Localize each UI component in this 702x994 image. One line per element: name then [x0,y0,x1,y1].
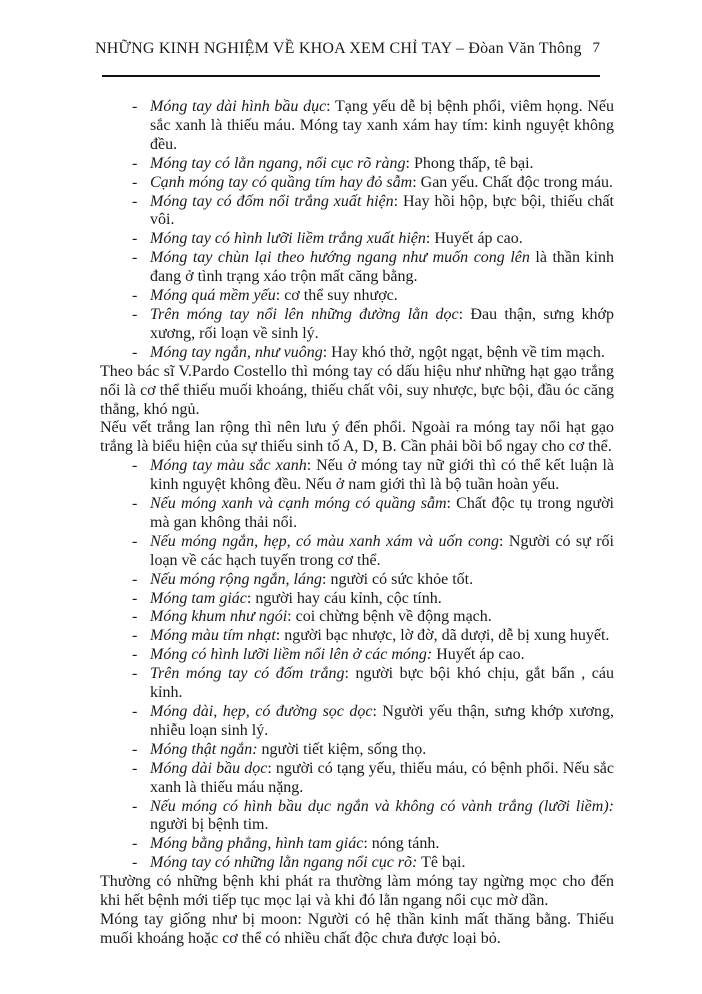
list-item-text: : Tạng yếu dễ bị bệnh phổi, viêm họng. Nếu sắc xanh là thiếu máu. Móng tay xanh xám hay tím: kinh nguyệt không đều. [150,98,614,153]
paragraph: Theo bác sĩ V.Pardo Costello thì móng tay có dấu hiệu như những hạt gạo trắng nổi là cơ thể thiếu muối khoáng, thiếu chất vôi, suy nhược, bực bội, đầu óc căng thẳng, khó ngủ. [100,362,614,418]
list-item-lead: Nếu móng ngắn, hẹp, có màu xanh xám và uốn cong [150,532,500,550]
list-item-lead: Móng thật ngắn: [150,740,258,758]
list-item-lead: Móng có hình lưỡi liềm nổi lên ở các móng: [150,646,433,664]
list-item-lead: Móng tay màu sắc xanh [150,457,307,475]
list-item-lead: Móng tam giác [150,589,247,607]
list-item [100,835,614,854]
list-item [100,193,614,231]
dash-bullet: - [132,854,138,872]
page-header [95,40,614,58]
dash-bullet: - [132,646,138,664]
list-item-text: : người có tạng yếu, thiếu máu, có bệnh phổi. Nếu sắc xanh là thiếu máu nặng. [150,759,615,796]
list-item [100,230,614,249]
list-item [100,344,614,363]
list-item [100,608,614,627]
dash-bullet: - [132,570,138,588]
dash-bullet: - [132,495,138,513]
dash-bullet: - [132,173,138,191]
list-item-text: : Hay khó thở, ngột ngạt, bệnh về tim mạch. [322,343,605,361]
list-item-text: : Hay hồi hộp, bực bội, thiếu chất vôi. [150,192,615,229]
dash-bullet: - [132,154,138,172]
list-item-lead: Móng màu tím nhạt [150,627,276,645]
paragraph: Nếu vết trắng lan rộng thì nên lưu ý đến phổi. Ngoài ra móng tay nổi hạt gạo trắng là biểu hiện của sự thiếu sinh tố A, D, B. Cần phải bồi bổ ngay cho cơ thể. [100,419,614,456]
list-item [100,287,614,306]
list-item-lead: Cạnh móng tay có quầng tím hay đỏ sẫm [150,173,413,191]
list-item-lead: Móng tay có đốm nổi trắng xuất hiện [150,192,394,210]
list-item [100,457,614,495]
page-body [100,98,614,949]
list-item-text: : người bực bội khó chịu, gắt bẩn , cáu kỉnh. [150,665,614,702]
list-item-lead: Móng tay có hình lưỡi liềm trắng xuất hiện [150,230,426,248]
list-item [100,306,614,344]
list-item-lead: Móng quá mềm yếu [150,287,276,305]
list-item-text: : Phong thấp, tê bại. [405,154,534,172]
dash-bullet: - [132,740,138,758]
list-item [100,760,614,798]
header-rule [102,75,600,77]
dash-bullet: - [132,287,138,305]
list-item-lead: Móng tay dài hình bầu dục [150,98,327,115]
list-item-text: : người hay cáu kỉnh, cộc tính. [246,589,442,607]
list-item-lead: Móng tay ngắn, như vuông [150,343,323,361]
list-item-text: : Gan yếu. Chất độc trong máu. [412,173,614,191]
dash-bullet: - [132,665,138,683]
list-item-text: là thần kinh đang ở tình trạng xáo trộn mất căng bằng. [150,249,614,286]
list-item-text: Huyết áp cao. [432,646,525,664]
list-item-text: : Người yếu thận, sưng khớp xương, nhiễu loạn sinh lý. [150,703,615,739]
list-item-text: : Người có sự rối loạn về các hạch tuyến trong cơ thể. [150,532,614,569]
dash-bullet: - [132,627,138,645]
list-item-text: : nóng tánh. [363,835,440,853]
list-item [100,249,614,287]
dash-bullet: - [132,703,138,720]
list-item-lead: Móng tay có những lằn ngang nổi cục rõ: [150,854,418,872]
list-item-lead: Móng tay chùn lại theo hướng ngang như muốn cong lên [150,249,530,267]
bullet-list [100,457,614,873]
list-item-lead: Trên móng tay nổi lên những đường lằn dọc [150,305,459,323]
list-item [100,533,614,571]
list-item-lead: Móng dài, hẹp, có đường sọc dọc [150,703,373,720]
dash-bullet: - [132,192,138,210]
list-item-text: : Chất độc tụ trong người mà gan không thải nổi. [150,495,615,531]
list-item [100,627,614,646]
list-item-lead: Móng dài bầu dọc [150,759,268,777]
list-item-lead: Móng khum như ngói [150,608,288,626]
paragraph: Thường có những bệnh khi phát ra thường làm móng tay ngừng mọc cho đến khi hết bệnh mới tiếp tục mọc lại và khi đó lằn ngang nổi cục mờ dần. [100,873,614,910]
list-item-text: : người bạc nhược, lờ đờ, dã dượi, dễ bị xung huyết. [275,627,610,645]
list-item-text: : Nếu ở móng tay nữ giới thì có thể kết luận là kinh nguyệt không đều. Nếu ở nam giới thì là bộ tuần hoàn yếu. [150,457,614,494]
list-item-text: : cơ thể suy nhược. [275,287,398,305]
list-item-lead: Trên móng tay có đốm trắng [150,665,345,683]
list-item [100,665,614,703]
dash-bullet: - [132,532,138,550]
dash-bullet: - [132,305,138,323]
list-item-text: Tê bại. [417,854,466,872]
list-item [100,798,614,836]
dash-bullet: - [132,230,138,248]
list-item-text: người tiết kiệm, sống thọ. [257,740,427,758]
list-item [100,590,614,609]
list-item [100,571,614,590]
list-item [100,155,614,174]
list-item [100,741,614,760]
list-item-text: : Huyết áp cao. [425,230,523,248]
list-item-lead: Móng bằng phẳng, hình tam giác [150,835,364,853]
list-item-lead: Nếu móng rộng ngắn, láng [150,570,322,588]
dash-bullet: - [132,249,138,267]
list-item [100,854,614,873]
list-item-text: : Đau thận, sưng khớp xương, rối loạn về sinh lý. [150,305,614,342]
list-item-lead: Móng tay có lằn ngang, nổi cục rõ ràng [150,154,406,172]
running-header-title: NHỮNG KINH NGHIỆM VỀ KHOA XEM CHỈ TAY – Đòan Văn Thông [95,40,582,57]
list-item [100,98,614,155]
bullet-list [100,98,614,363]
list-item-text: : người có sức khỏe tốt. [322,570,474,588]
list-item-text: : coi chừng bệnh về động mạch. [287,608,492,626]
dash-bullet: - [132,759,138,777]
list-item-text: người bị bệnh tim. [150,816,269,834]
list-item [100,495,614,533]
dash-bullet: - [132,98,138,115]
list-item [100,646,614,665]
dash-bullet: - [132,343,138,361]
dash-bullet: - [132,835,138,853]
dash-bullet: - [132,608,138,626]
list-item-lead: Nếu móng xanh và cạnh móng có quầng sẫm [150,495,447,513]
dash-bullet: - [132,797,138,815]
dash-bullet: - [132,589,138,607]
list-item-lead: Nếu móng có hình bầu dục ngắn và không có vành trắng (lưỡi liềm): [150,797,614,815]
dash-bullet: - [132,457,138,475]
paragraph: Móng tay giống như bị moon: Người có hệ thần kinh mất thăng bằng. Thiếu muối khoáng hoặc cơ thể có nhiều chất độc chưa được loại bỏ. [100,910,614,947]
list-item [100,703,614,741]
page-number: 7 [592,40,600,56]
list-item [100,174,614,193]
